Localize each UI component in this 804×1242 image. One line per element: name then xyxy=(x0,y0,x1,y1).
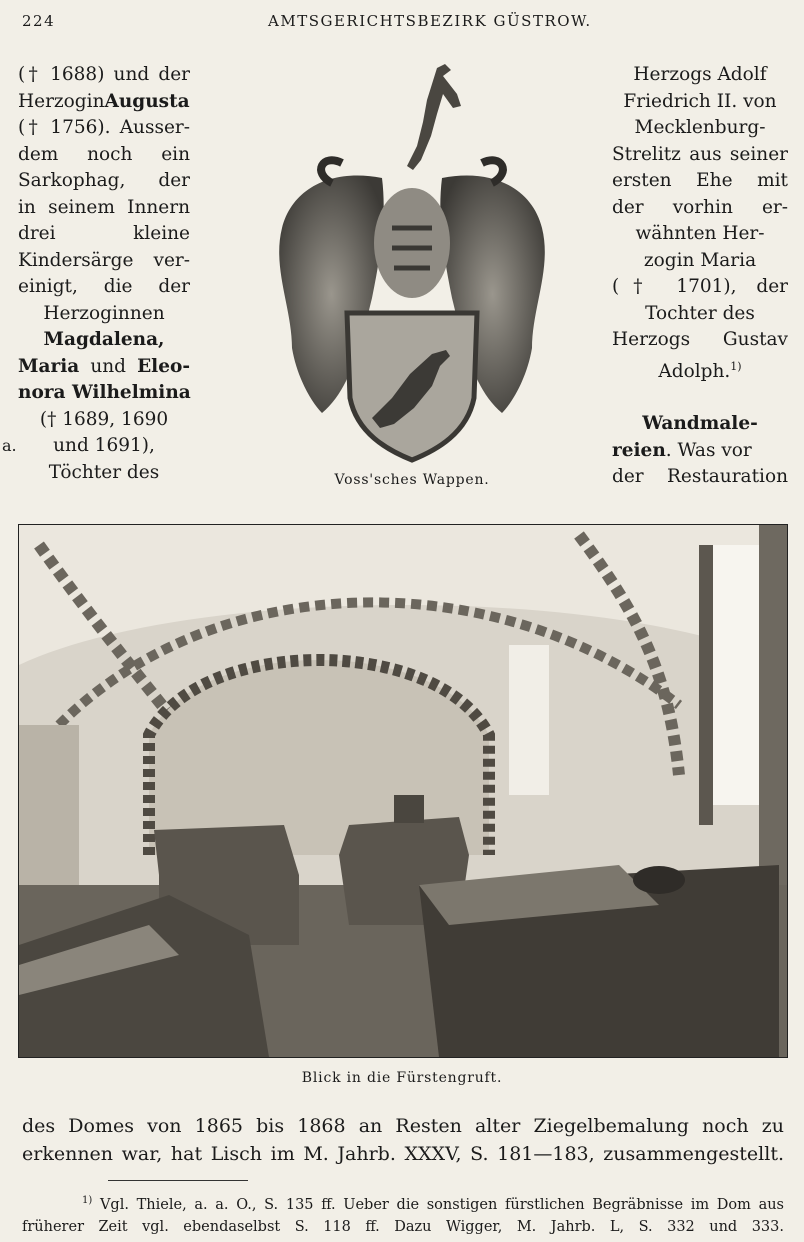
section-heading: Wandmale- xyxy=(642,413,758,435)
text-line: Sarkophag, der xyxy=(18,170,190,191)
text-line: ersten Ehe mit xyxy=(612,170,788,191)
text-line: zogin Maria xyxy=(643,249,757,271)
crypt-photograph xyxy=(18,524,788,1058)
text-line: der vorhin er- xyxy=(612,196,788,218)
text-line: († 1689, 1690 xyxy=(39,408,169,430)
text-line: und 1691), xyxy=(53,435,155,456)
text-line xyxy=(18,89,190,116)
footnote xyxy=(22,1190,784,1238)
coat-of-arms-caption: Voss'sches Wappen. xyxy=(334,472,490,488)
page-number: 224 xyxy=(22,12,56,30)
footnote-rule xyxy=(108,1180,248,1181)
section-heading-end: reien xyxy=(612,439,666,461)
text-line: der Restauration xyxy=(612,466,788,488)
text-line xyxy=(612,354,788,386)
text-line: Tochter des xyxy=(645,302,755,324)
text-line: († 1756). Ausser- xyxy=(18,117,190,138)
crypt-caption: Blick in die Fürstengruft. xyxy=(301,1070,503,1086)
text-line: Töchter des xyxy=(48,461,160,483)
text-line: des Domes von 1865 bis 1868 an Resten alter Ziegelbemalung noch zu xyxy=(22,1115,784,1137)
text-line: Kindersärge ver- xyxy=(18,249,190,271)
name-magdalena: Magdalena, xyxy=(43,329,165,350)
text-line: Mecklenburg- xyxy=(634,117,766,138)
text-line xyxy=(18,354,190,381)
name-wilhelmina: nora Wilhelmina xyxy=(18,382,191,403)
text-line: wähnten Her- xyxy=(635,223,765,244)
text-line: († 1688) und der xyxy=(18,64,190,85)
text-line: Herzogs Gustav xyxy=(612,329,788,350)
text-line: Strelitz aus seiner xyxy=(612,143,788,165)
text-span: Adolph. xyxy=(658,360,731,382)
text-line: in seinem Innern xyxy=(18,196,190,218)
body-text xyxy=(22,1112,784,1168)
text-span: . Was vor xyxy=(665,439,752,461)
text-span: Herzogin xyxy=(18,90,105,112)
name-augusta: Augusta xyxy=(104,90,190,112)
running-title: AMTSGERICHTSBEZIRK GÜSTROW. xyxy=(268,12,592,30)
footnote-line xyxy=(22,1190,784,1216)
text-line: Herzogs Adolf xyxy=(633,64,767,85)
footnote-ref: 1) xyxy=(730,359,742,373)
right-text-column xyxy=(612,62,788,491)
name-eleonora: Eleo- xyxy=(137,355,190,377)
text-line: drei kleine xyxy=(18,223,190,244)
text-line: Friedrich II. von xyxy=(623,90,777,112)
text-line: erkennen war, hat Lisch im M. Jahrb. XXXV, S. 181—183, zusammengestellt. xyxy=(22,1143,784,1165)
text-line: († 1701), der xyxy=(612,276,788,297)
text-span: Vgl. Thiele, a. a. O., S. 135 ff. Ueber die sonstigen fürstlichen Begräbnisse im Dom aus xyxy=(92,1196,784,1213)
margin-mark: a. xyxy=(2,436,17,455)
text-span: und xyxy=(79,355,138,377)
text-line: dem noch ein xyxy=(18,143,190,165)
footnote-marker: 1) xyxy=(82,1195,93,1206)
text-line xyxy=(612,438,788,465)
coat-of-arms-illustration xyxy=(262,58,562,466)
text-line: Herzoginnen xyxy=(43,302,165,324)
text-line: einigt, die der xyxy=(18,276,190,297)
footnote-line: früherer Zeit vgl. ebendaselbst S. 118 ff. Dazu Wigger, M. Jahrb. L, S. 332 und 333. xyxy=(22,1218,784,1235)
left-text-column xyxy=(18,62,190,486)
name-maria: Maria xyxy=(18,355,80,377)
